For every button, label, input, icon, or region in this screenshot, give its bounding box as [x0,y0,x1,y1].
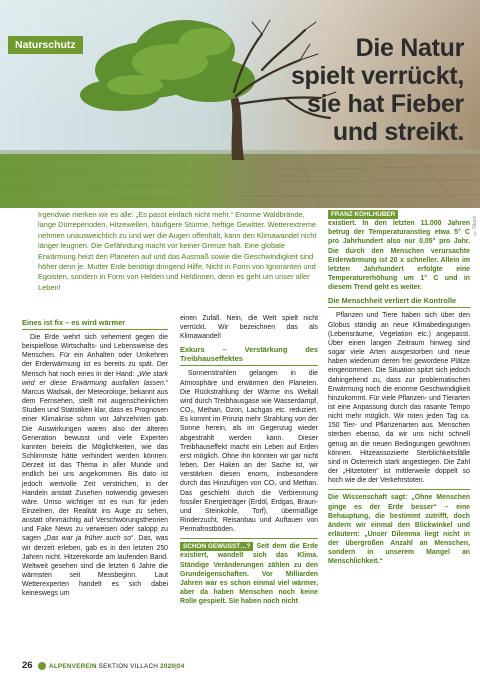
body-paragraph: Die Erde wehrt sich vehement gegen die beispiellose Wirtschafts- und Lebensweise des Menschen. Für ein Anhalten oder Umkehren der Erderwärmung ist es bereits zu spät. Der Mensch hat noch eines in der Hand: „Wie stark wird er diese Erwärmung ausfallen lassen.“ Marcus Wadsak, der Meteorologe, bekannt aus dem Fernsehen, stellt mit augenscheinlichen Studien und Statistiken klar, dass es Prognosen einer Klimakrise schon vor Jahrzehnten gab. Die Auswirkungen waren also der älteren Generation bewusst und viele Experten kannten bereits die Möglichkeiten, wie das Schlimmste hätte verhindert werden können. Derzeit ist das Thema in aller Munde und endlich bei uns angekommen. Bis dato ist jedoch wertvolle Zeit verstrichen, in der Handeln anstatt Zusehen notwendig gewesen wäre. Umso wichtiger ist es nun für jeden Einzelnen, der Realität ins Auge zu sehen, anstatt ohnmächtig auf Verschwörungstheorien und Fake News zu verweisen oder salopp zu sagen „Das war ja früher auch so“. Das, was wir derzeit erleben, gab es in den letzten 250 Jahren nicht. Hitzerekorde am laufenden Band. Weltweit gesehen sind die letzten 6 Jahre die wärmsten seit Messbeginn. Laut Wetterexperten handelt es sich dabei keineswegs um [22,334,169,598]
info-tag: SCHON GEWUSST…? [180,542,253,551]
author-tag: FRANZ KOHLHUBER [328,210,398,219]
alpenverein-logo-icon [38,662,46,670]
info-box: SCHON GEWUSST…? Seit dem die Erde existiert, wandelt sich das Klima. Ständige Veränderungen zählen zu den Grundeigenschaften. Vor Milliarden Jahren war es schon einmal viel wärmer, aber da haben Menschen noch keine Rolle gespielt. Sie haben noch nicht [180,543,318,606]
intro-paragraph: Irgendwie merken wir es alle: „Es passt einfach nicht mehr.“ Enorme Waldbrände, lange Dürreperioden, Hitzewellen, häufigere Stürme, heftige Gewitter. Wetterextreme nehmen unausweichlich zu und wer die Augen offenhält, kann den Klimawandel nicht länger leugnen. Die Gefährdung macht vor keiner Grenze halt. Eine globale Erwärmung heizt den Planeten auf und das Ausmaß sowie die Geschwindigkeit sind höher denn je. Mutter Erde benötigt dringend Hilfe. Nicht in Form von Ignoranten und Egoisten, sondern in Form von Helden und Heldinnen, denn es geht um unser aller Leben! [38,210,317,292]
divider [180,365,318,366]
headline-line: Die Natur [355,34,464,62]
column-left [22,314,168,601]
quote-emphasis: Das war ja früher auch so [46,535,132,543]
page-footer [0,653,480,679]
article-headline [224,34,464,146]
quote-emphasis: Wie stark wird er diese Erwärmung ausfallen lassen. [22,370,169,387]
closing-quote: Die Wissenschaft sagt: „Ohne Menschen ginge es der Erde besser“ – eine Behauptung, die bestimmt zutrifft, doch ändern wir einmal den Blickwinkel und erläutern: „Unser Dilemma liegt nicht in der übergroßen Anzahl an Menschen, sondern in unserem Mangel an Menschlichkeit.“ [328,494,470,566]
photo-credit: ©iStock [472,216,478,236]
divider [328,307,470,308]
footer-publication: ALPENVEREIN SEKTION VILLACH 2020|04 [49,663,185,670]
hero-image [0,0,480,208]
section-heading: Exkurs – Verstärkung des Treibhauseffektes [180,345,318,364]
headline-line: und streikt. [332,118,464,146]
section-heading: Eines ist fix – es wird wärmer [22,318,126,327]
headline-line: sie hat Fieber [307,90,464,118]
body-paragraph: Pflanzen und Tiere haben sich über den Globus ständig an neue Klimabedingungen (Lebensräume, Vegetation etc.) angepasst. Über einen langen Zeitraum hinweg sind sogar viele Arten ausgestorben und neue haben wiederum deren frei gewordene Plätze eingenommen. Die Situation spitzt sich jedoch dahingehend zu, dass zur problematischen Erwärmung noch die enorme Geschwindigkeit hinzukommt. Für viele Pflanzen- und Tierarten ist eine Anpassung durch das rasante Tempo nicht mehr möglich. Wir roten jeden Tag ca. 150 Tier- und Pflanzenarten aus. Menschen sterben ebenso, da wir uns nicht schnell genug an die neuen Bedingungen gewöhnen können. Hitzeassoziierte Sterblichkeitsfälle sind in Österreich stark angestiegen. Die Zahl der „Hitzetoten“ ist mittlerweile doppelt so hoch wie die der Verkehrstoten. [328,312,470,485]
info-box: FRANZ KOHLHUBER existiert. In den letzten 11.000 Jahren betrug der Temperaturanstieg etwa 5° C pro Jahrhundert also nur 0,05° pro Jahr. Die durch den Menschen verursachte Erderwärmung ist 20 x schneller. Allein im letzten Jahrhundert erfolgte eine Temperaturerhöhung um 1° C und in diesem Trend geht es weiter. [328,211,470,292]
divider [328,489,470,490]
body-paragraph: einen Zufall. Nein, die Welt spielt nicht verrückt. Wir bezeichnen das als Klimawandel! [180,315,318,341]
divider [180,538,318,539]
body-paragraph: Sonnenstrahlen gelangen in die Atmosphäre und erwärmen den Planeten. Die Rückstrahlung der Wärme ins Weltall wird durch Treibhausgase wie Wasserdampf, CO₂, Methan, Ozon, Lachgas etc. reduziert. Es kommt im Prinzip mehr Strahlung von der Sonne herein, als im Gegenzug wieder abgestrahlt werden kann. Dieser Treibhauseffekt macht ein Leben auf Erden erst möglich. Ohne ihn könnten wir gar nicht leben. Der Haken an der Sache ist, wir verstärken diesen enorm, insbesondere durch das Hinzufügen von CO₂ und Methan. Das geschieht durch die Verbrennung fossiler Energieträger (Erdöl, Erdgas, Braun- und Steinkohle, Torf), übermäßige Rinderzucht, Reisanbau und Auftauen von Permafrostböden. [180,370,318,534]
column-middle [180,314,318,608]
divider [22,329,168,330]
page-number: 26 [22,660,33,671]
section-heading: Die Menschheit verliert die Kontrolle [328,296,457,306]
section-label: Naturschutz [8,36,83,54]
column-right [328,210,470,569]
headline-line: spielt verrückt, [290,62,464,90]
